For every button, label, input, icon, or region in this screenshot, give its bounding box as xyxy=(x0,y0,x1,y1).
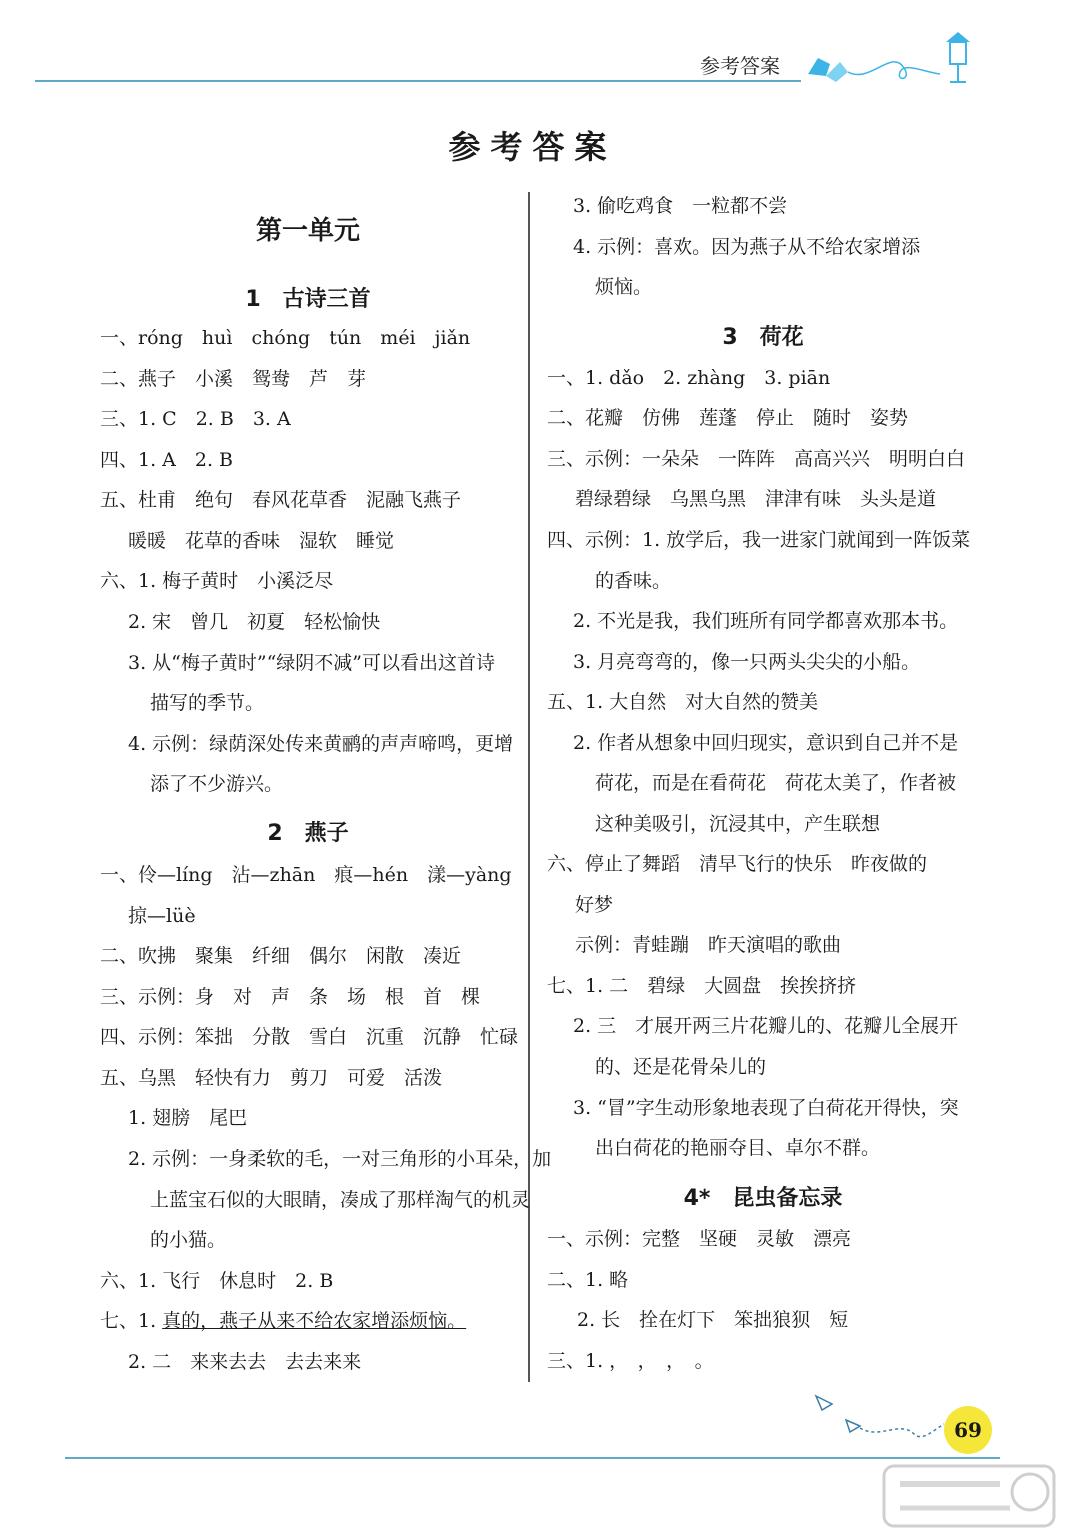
unit-heading: 第一单元 xyxy=(255,216,360,246)
answer-line: 2. 作者从想象中回归现实，意识到自己并不是 xyxy=(573,732,959,754)
answer-line: 出白荷花的艳丽夺目、卓尔不群。 xyxy=(595,1137,881,1159)
answer-line: 的、还是花骨朵儿的 xyxy=(595,1056,767,1078)
answer-line: 二、吹拂 聚集 纤细 偶尔 闲散 凑近 xyxy=(100,945,462,967)
answer-line: 描写的季节。 xyxy=(150,692,265,714)
answer-line: 三、示例：身 对 声 条 场 根 首 棵 xyxy=(100,986,481,1008)
header-label: 参考答案 xyxy=(700,54,780,78)
page-title: 参考答案 xyxy=(448,128,617,166)
answer-line: 五、乌黑 轻快有力 剪刀 可爱 活泼 xyxy=(100,1067,443,1089)
answer-line: 一、示例：完整 坚硬 灵敏 漂亮 xyxy=(547,1228,852,1250)
bird-doodle-icon xyxy=(810,1390,950,1450)
answer-line: 示例：青蛙蹦 昨天演唱的歌曲 xyxy=(575,934,842,956)
answer-line: 三、1. C 2. B 3. A xyxy=(100,408,291,430)
answer-line xyxy=(100,1308,466,1334)
answer-line: 2. 长 拴在灯下 笨拙狼狈 短 xyxy=(577,1309,849,1331)
answer-line: 添了不少游兴。 xyxy=(150,773,284,795)
answer-line: 六、1. 梅子黄时 小溪泛尽 xyxy=(100,570,334,592)
answer-line: 上蓝宝石似的大眼睛，凑成了那样淘气的机灵 xyxy=(150,1189,531,1211)
answer-line: 好梦 xyxy=(575,894,614,916)
answer-line: 掠—lüè xyxy=(128,905,196,927)
answer-line: 五、1. 大自然 对大自然的赞美 xyxy=(547,691,819,713)
answer-line: 暖暖 花草的香味 湿软 睡觉 xyxy=(128,530,395,552)
answer-line: 4. 示例：喜欢。因为燕子从不给农家增添 xyxy=(573,236,921,258)
answer-line: 二、1. 略 xyxy=(547,1269,629,1291)
section-heading: 3 荷花 xyxy=(722,325,804,350)
answer-line: 的香味。 xyxy=(595,570,672,592)
answer-line: 七、1. 二 碧绿 大圆盘 挨挨挤挤 xyxy=(547,975,857,997)
section-heading: 2 燕子 xyxy=(267,821,349,846)
answer-line: 四、示例：1. 放学后，我一进家门就闻到一阵饭菜 xyxy=(547,529,971,551)
answer-line: 3. 月亮弯弯的，像一只两头尖尖的小船。 xyxy=(573,651,921,673)
page-number: 69 xyxy=(944,1406,992,1454)
answer-line: 烦恼。 xyxy=(595,276,653,298)
answer-line: 2. 示例：一身柔软的毛，一对三角形的小耳朵，加 xyxy=(128,1148,552,1170)
answer-line: 一、伶—líng 沾—zhān 痕—hén 漾—yàng xyxy=(100,864,512,886)
butterfly-lamp-icon xyxy=(800,28,980,88)
answer-line: 二、燕子 小溪 鸳鸯 芦 芽 xyxy=(100,368,367,390)
answer-line: 四、示例：笨拙 分散 雪白 沉重 沉静 忙碌 xyxy=(100,1026,519,1048)
section-heading: 1 古诗三首 xyxy=(245,287,371,312)
answer-line: 的小猫。 xyxy=(150,1229,227,1251)
answer-line: 三、示例：一朵朵 一阵阵 高高兴兴 明明白白 xyxy=(547,448,966,470)
answer-line: 三、1. ， ， ， 。 xyxy=(547,1350,714,1372)
answer-line: 3. “冒”字生动形象地表现了白荷花开得快，突 xyxy=(573,1097,959,1119)
answer-line: 2. 不光是我，我们班所有同学都喜欢那本书。 xyxy=(573,610,959,632)
answer-line: 二、花瓣 仿佛 莲蓬 停止 随时 姿势 xyxy=(547,407,909,429)
answer-line: 碧绿碧绿 乌黑乌黑 津津有味 头头是道 xyxy=(575,488,937,510)
answer-line: 一、róng huì chóng tún méi jiǎn xyxy=(100,327,471,349)
underlined-answer: 真的，燕子从来不给农家增添烦恼。 xyxy=(162,1310,467,1332)
footer-rule xyxy=(65,1457,1000,1459)
answer-line: 六、1. 飞行 休息时 2. B xyxy=(100,1270,334,1292)
section-heading: 4* 昆虫备忘录 xyxy=(683,1186,843,1211)
answer-line: 4. 示例：绿荫深处传来黄鹂的声声啼鸣，更增 xyxy=(128,733,514,755)
header-rule xyxy=(35,80,801,82)
answer-line: 2. 二 来来去去 去去来来 xyxy=(128,1351,362,1373)
answer-line: 一、1. dǎo 2. zhàng 3. piān xyxy=(547,367,831,389)
answer-line: 六、停止了舞蹈 清早飞行的快乐 昨夜做的 xyxy=(547,853,928,875)
watermark-logo-icon xyxy=(880,1462,1060,1532)
answer-line: 2. 三 才展开两三片花瓣儿的、花瓣儿全展开 xyxy=(573,1015,959,1037)
answer-line: 五、杜甫 绝句 春风花草香 泥融飞燕子 xyxy=(100,489,462,511)
answer-line: 四、1. A 2. B xyxy=(100,449,234,471)
answer-line: 1. 翅膀 尾巴 xyxy=(128,1107,248,1129)
answer-line: 3. 偷吃鸡食 一粒都不尝 xyxy=(573,195,788,217)
answer-line: 3. 从“梅子黄时”“绿阴不减”可以看出这首诗 xyxy=(128,652,496,674)
answer-line: 这种美吸引，沉浸其中，产生联想 xyxy=(595,813,881,835)
answer-line: 荷花，而是在看荷花 荷花太美了，作者被 xyxy=(595,772,957,794)
answer-line-prefix: 七、1. xyxy=(100,1310,163,1332)
answer-line: 2. 宋 曾几 初夏 轻松愉快 xyxy=(128,611,381,633)
